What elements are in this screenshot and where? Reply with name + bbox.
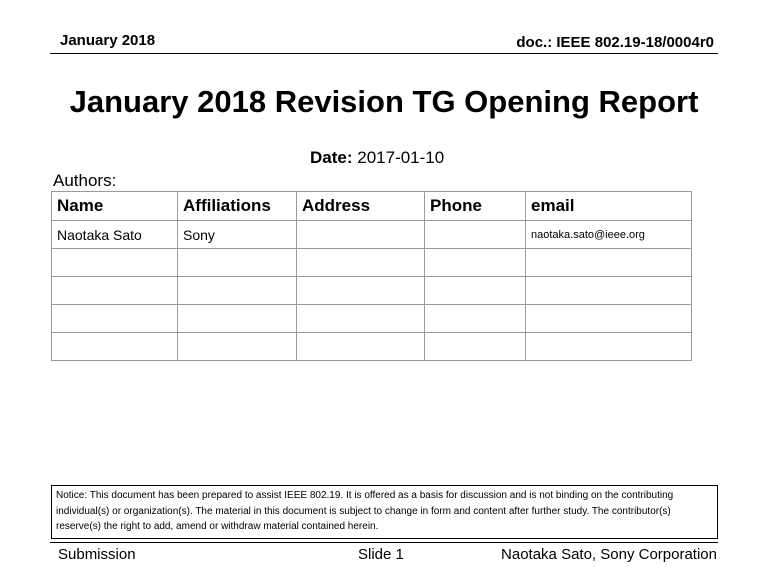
footer-submission: Submission (58, 546, 136, 563)
author-affiliation-cell (178, 333, 297, 361)
slide-title: January 2018 Revision TG Opening Report (69, 84, 699, 119)
author-phone-cell (425, 277, 526, 305)
author-affiliation-cell: Sony (178, 221, 297, 249)
column-header-address: Address (297, 192, 425, 221)
author-affiliation-cell (178, 249, 297, 277)
author-affiliation-cell (178, 305, 297, 333)
author-affiliation-cell (178, 277, 297, 305)
table-header-row (52, 192, 692, 221)
date-line (310, 148, 444, 168)
author-address-cell (297, 333, 425, 361)
column-header-email: email (526, 192, 692, 221)
author-name-cell (52, 305, 178, 333)
authors-label: Authors: (53, 171, 117, 190)
author-address-cell (297, 249, 425, 277)
column-header-affiliations: Affiliations (178, 192, 297, 221)
table-row (52, 305, 692, 333)
author-address-cell (297, 221, 425, 249)
footer-divider (50, 542, 718, 543)
column-header-phone: Phone (425, 192, 526, 221)
author-name-cell: Naotaka Sato (52, 221, 178, 249)
author-email-cell (526, 249, 692, 277)
table-row (52, 333, 692, 361)
author-phone-cell (425, 333, 526, 361)
author-email-cell: naotaka.sato@ieee.org (526, 221, 692, 249)
column-header-name: Name (52, 192, 178, 221)
author-phone-cell (425, 305, 526, 333)
table-row (52, 249, 692, 277)
table-row (52, 277, 692, 305)
author-phone-cell (425, 221, 526, 249)
author-phone-cell (425, 249, 526, 277)
author-address-cell (297, 277, 425, 305)
author-name-cell (52, 249, 178, 277)
header-date: January 2018 (60, 32, 156, 49)
author-name-cell (52, 333, 178, 361)
date-value: 2017-01-10 (357, 148, 445, 167)
date-label: Date: (310, 148, 353, 167)
author-address-cell (297, 305, 425, 333)
footer-author: Naotaka Sato, Sony Corporation (501, 546, 717, 563)
table-row (52, 221, 692, 249)
header-doc-number: doc.: IEEE 802.19-18/0004r0 (516, 34, 714, 51)
author-email-cell (526, 277, 692, 305)
authors-table (51, 191, 692, 361)
footer-slide-number: Slide 1 (358, 546, 404, 563)
notice-box: Notice: This document has been prepared to assist IEEE 802.19. It is offered as a basis for discussion and is not binding on the contributing individual(s) or organization(s). The material in this document is subject to change in form and content after further study. The contributor(s) reserve(s) the right to add, amend or withdraw material contained herein. (51, 485, 718, 539)
author-email-cell (526, 305, 692, 333)
author-email-cell (526, 333, 692, 361)
header-divider (50, 53, 718, 54)
author-name-cell (52, 277, 178, 305)
